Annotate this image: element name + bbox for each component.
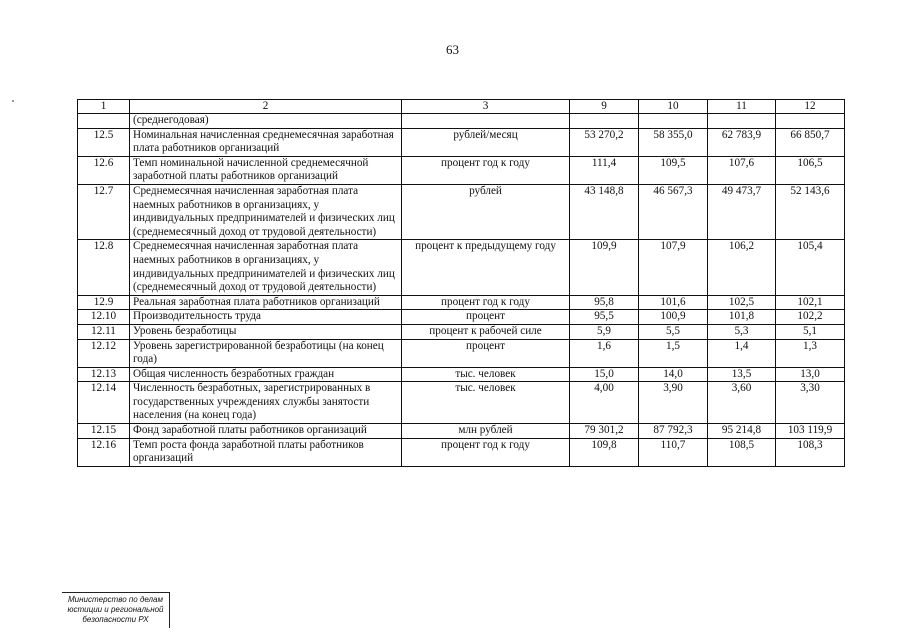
unit-of-measure: процент к предыдущему году (402, 240, 570, 295)
value-col-12: 105,4 (776, 240, 845, 295)
value-col-12: 103 119,9 (776, 424, 845, 439)
value-col-12: 1,3 (776, 339, 845, 367)
indicator-name: Номинальная начисленная среднемесячная заработная плата работников организаций (130, 128, 402, 156)
unit-of-measure: процент (402, 310, 570, 325)
row-number: 12.9 (78, 295, 130, 310)
value-col-9: 5,9 (570, 324, 639, 339)
table-row (78, 424, 845, 439)
stamp-line: Министерство по делам (68, 595, 163, 604)
value-col-9: 95,5 (570, 310, 639, 325)
value-col-11: 101,8 (708, 310, 776, 325)
table-row (78, 240, 845, 295)
stamp-line: юстиции и региональной (67, 605, 164, 614)
row-number: 12.14 (78, 382, 130, 424)
column-header: 1 (78, 100, 130, 114)
value-col-10: 107,9 (639, 240, 708, 295)
unit-of-measure: рублей (402, 184, 570, 239)
value-col-10: 110,7 (639, 438, 708, 466)
value-col-12: 102,2 (776, 310, 845, 325)
value-col-9: 15,0 (570, 367, 639, 382)
value-col-11: 62 783,9 (708, 128, 776, 156)
table-row (78, 382, 845, 424)
table-row (78, 295, 845, 310)
unit-of-measure: тыс. человек (402, 382, 570, 424)
row-number: 12.12 (78, 339, 130, 367)
table-body (78, 114, 845, 467)
value-col-9: 111,4 (570, 156, 639, 184)
indicator-name: Фонд заработной платы работников организаций (130, 424, 402, 439)
unit-of-measure: процент год к году (402, 156, 570, 184)
row-number: 12.8 (78, 240, 130, 295)
stamp-line: безопасности РХ (82, 615, 149, 624)
unit-of-measure: тыс. человек (402, 367, 570, 382)
column-header: 3 (402, 100, 570, 114)
indicators-table (77, 99, 845, 467)
value-col-12: 3,30 (776, 382, 845, 424)
indicator-name: Среднемесячная начисленная заработная плата наемных работников в организациях, у индивидуальных предпринимателей и физических лиц (среднемесячный доход от трудовой деятельности) (130, 240, 402, 295)
value-col-10: 58 355,0 (639, 128, 708, 156)
indicator-name: Темп номинальной начисленной среднемесячной заработной платы работников организаций (130, 156, 402, 184)
row-number: 12.15 (78, 424, 130, 439)
row-number: 12.10 (78, 310, 130, 325)
unit-of-measure: процент год к году (402, 438, 570, 466)
value-col-12: 5,1 (776, 324, 845, 339)
column-header: 10 (639, 100, 708, 114)
indicator-name: Уровень зарегистрированной безработицы (на конец года) (130, 339, 402, 367)
indicator-name: Реальная заработная плата работников организаций (130, 295, 402, 310)
row-number: 12.16 (78, 438, 130, 466)
table-row (78, 310, 845, 325)
value-col-10: 46 567,3 (639, 184, 708, 239)
unit-of-measure: процент к рабочей силе (402, 324, 570, 339)
value-col-10: 109,5 (639, 156, 708, 184)
row-number: 12.6 (78, 156, 130, 184)
indicator-name: (среднегодовая) (130, 114, 402, 129)
column-header: 11 (708, 100, 776, 114)
value-col-12: 102,1 (776, 295, 845, 310)
table-row (78, 184, 845, 239)
value-col-10: 14,0 (639, 367, 708, 382)
value-col-11: 5,3 (708, 324, 776, 339)
value-col-10: 1,5 (639, 339, 708, 367)
row-number: 12.11 (78, 324, 130, 339)
value-col-11: 106,2 (708, 240, 776, 295)
unit-of-measure: процент (402, 339, 570, 367)
value-col-11: 108,5 (708, 438, 776, 466)
value-col-11: 1,4 (708, 339, 776, 367)
value-col-10 (639, 114, 708, 129)
value-col-9: 4,00 (570, 382, 639, 424)
value-col-9: 43 148,8 (570, 184, 639, 239)
column-header: 9 (570, 100, 639, 114)
indicator-name: Численность безработных, зарегистрированных в государственных учреждениях службы занятости населения (на конец года) (130, 382, 402, 424)
indicator-name: Среднемесячная начисленная заработная плата наемных работников в организациях, у индивидуальных предпринимателей и физических лиц (среднемесячный доход от трудовой деятельности) (130, 184, 402, 239)
unit-of-measure: рублей/месяц (402, 128, 570, 156)
ministry-stamp (62, 592, 170, 628)
value-col-10: 3,90 (639, 382, 708, 424)
table-row (78, 128, 845, 156)
value-col-10: 101,6 (639, 295, 708, 310)
table-row (78, 339, 845, 367)
value-col-11: 13,5 (708, 367, 776, 382)
value-col-10: 100,9 (639, 310, 708, 325)
value-col-9: 79 301,2 (570, 424, 639, 439)
value-col-12: 108,3 (776, 438, 845, 466)
value-col-11: 3,60 (708, 382, 776, 424)
value-col-11: 49 473,7 (708, 184, 776, 239)
unit-of-measure: млн рублей (402, 424, 570, 439)
row-number: 12.5 (78, 128, 130, 156)
value-col-9: 109,8 (570, 438, 639, 466)
row-number: 12.7 (78, 184, 130, 239)
unit-of-measure: процент год к году (402, 295, 570, 310)
table-row (78, 438, 845, 466)
column-header: 12 (776, 100, 845, 114)
value-col-9: 95,8 (570, 295, 639, 310)
indicator-name: Производительность труда (130, 310, 402, 325)
value-col-9: 53 270,2 (570, 128, 639, 156)
indicator-name: Общая численность безработных граждан (130, 367, 402, 382)
value-col-11 (708, 114, 776, 129)
indicator-name: Темп роста фонда заработной платы работников организаций (130, 438, 402, 466)
value-col-11: 107,6 (708, 156, 776, 184)
table-row (78, 156, 845, 184)
indicator-name: Уровень безработицы (130, 324, 402, 339)
table-row (78, 367, 845, 382)
value-col-9: 1,6 (570, 339, 639, 367)
value-col-11: 95 214,8 (708, 424, 776, 439)
table-row (78, 324, 845, 339)
value-col-10: 5,5 (639, 324, 708, 339)
row-number (78, 114, 130, 129)
unit-of-measure (402, 114, 570, 129)
column-header: 2 (130, 100, 402, 114)
value-col-12: 52 143,6 (776, 184, 845, 239)
scan-speck (12, 100, 14, 102)
value-col-12: 13,0 (776, 367, 845, 382)
table-header-row (78, 100, 845, 114)
row-number: 12.13 (78, 367, 130, 382)
page-number: 63 (446, 42, 459, 57)
value-col-9: 109,9 (570, 240, 639, 295)
value-col-10: 87 792,3 (639, 424, 708, 439)
table-row (78, 114, 845, 129)
value-col-11: 102,5 (708, 295, 776, 310)
value-col-12: 66 850,7 (776, 128, 845, 156)
value-col-12 (776, 114, 845, 129)
value-col-12: 106,5 (776, 156, 845, 184)
value-col-9 (570, 114, 639, 129)
